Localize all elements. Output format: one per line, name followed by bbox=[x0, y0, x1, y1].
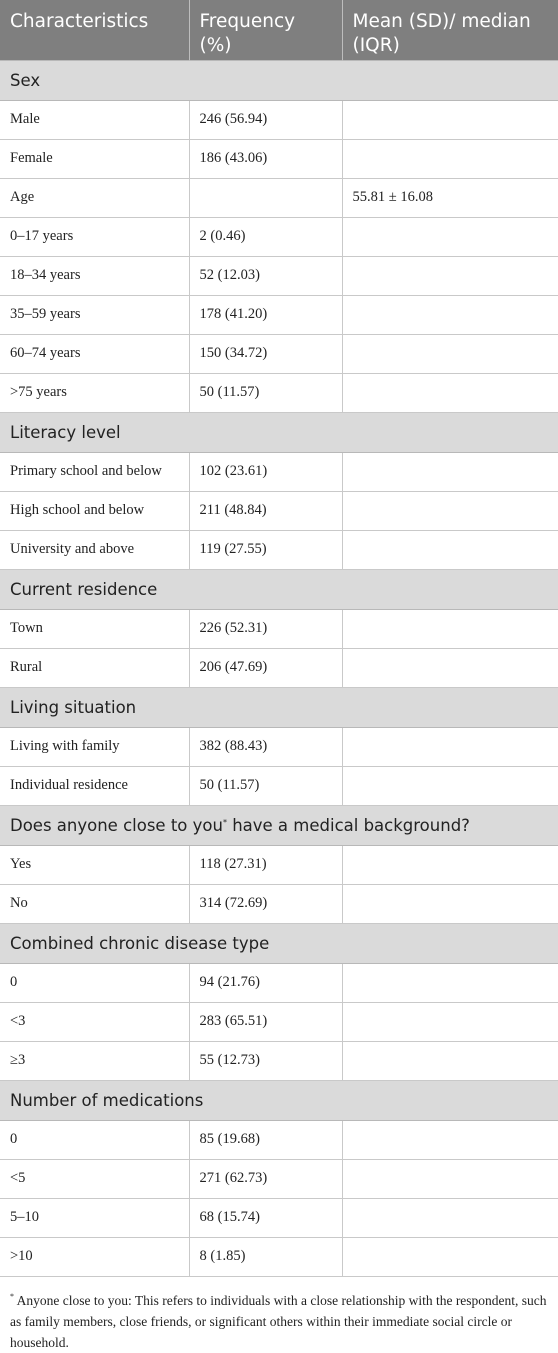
cell-frequency: 85 (19.68) bbox=[189, 1120, 342, 1159]
cell-characteristic: University and above bbox=[0, 530, 189, 569]
cell-characteristic: Rural bbox=[0, 648, 189, 687]
section-row bbox=[0, 569, 558, 609]
cell-characteristic: High school and below bbox=[0, 491, 189, 530]
cell-characteristic: Individual residence bbox=[0, 766, 189, 805]
table-footnote bbox=[0, 1277, 558, 1353]
cell-frequency: 186 (43.06) bbox=[189, 139, 342, 178]
cell-frequency: 119 (27.55) bbox=[189, 530, 342, 569]
cell-frequency: 102 (23.61) bbox=[189, 452, 342, 491]
cell-mean-median bbox=[342, 334, 558, 373]
table-row bbox=[0, 452, 558, 491]
cell-frequency: 226 (52.31) bbox=[189, 609, 342, 648]
cell-mean-median bbox=[342, 530, 558, 569]
table-row bbox=[0, 727, 558, 766]
table-row bbox=[0, 1159, 558, 1198]
section-title bbox=[0, 687, 558, 727]
cell-frequency: 118 (27.31) bbox=[189, 845, 342, 884]
table-row bbox=[0, 530, 558, 569]
cell-frequency: 2 (0.46) bbox=[189, 217, 342, 256]
cell-mean-median bbox=[342, 766, 558, 805]
table-row bbox=[0, 295, 558, 334]
header-frequency: Frequency (%) bbox=[189, 0, 342, 60]
section-title-text: Literacy level bbox=[10, 422, 121, 442]
cell-characteristic: Primary school and below bbox=[0, 452, 189, 491]
cell-characteristic: No bbox=[0, 884, 189, 923]
cell-characteristic: Female bbox=[0, 139, 189, 178]
cell-mean-median bbox=[342, 1198, 558, 1237]
cell-characteristic: 0 bbox=[0, 963, 189, 1002]
cell-mean-median bbox=[342, 609, 558, 648]
table-row bbox=[0, 178, 558, 217]
cell-characteristic: Yes bbox=[0, 845, 189, 884]
section-title bbox=[0, 60, 558, 100]
cell-characteristic: 0 bbox=[0, 1120, 189, 1159]
cell-mean-median bbox=[342, 295, 558, 334]
cell-frequency: 211 (48.84) bbox=[189, 491, 342, 530]
cell-mean-median bbox=[342, 727, 558, 766]
footnote-mark: * bbox=[10, 1291, 14, 1301]
cell-characteristic: ≥3 bbox=[0, 1041, 189, 1080]
cell-mean-median bbox=[342, 452, 558, 491]
cell-frequency: 50 (11.57) bbox=[189, 373, 342, 412]
cell-mean-median bbox=[342, 100, 558, 139]
table-row bbox=[0, 217, 558, 256]
table-row bbox=[0, 648, 558, 687]
section-row bbox=[0, 687, 558, 727]
table-row bbox=[0, 609, 558, 648]
cell-mean-median bbox=[342, 1120, 558, 1159]
header-row bbox=[0, 0, 558, 60]
cell-mean-median: 55.81 ± 16.08 bbox=[342, 178, 558, 217]
section-title-footnote-mark: * bbox=[222, 817, 227, 827]
section-row bbox=[0, 60, 558, 100]
cell-frequency: 55 (12.73) bbox=[189, 1041, 342, 1080]
section-title bbox=[0, 1080, 558, 1120]
section-title-text: Does anyone close to you bbox=[10, 815, 223, 835]
table-row bbox=[0, 139, 558, 178]
cell-characteristic: >75 years bbox=[0, 373, 189, 412]
cell-mean-median bbox=[342, 963, 558, 1002]
section-title-text: Living situation bbox=[10, 697, 137, 717]
cell-characteristic: 5–10 bbox=[0, 1198, 189, 1237]
table-row bbox=[0, 1120, 558, 1159]
section-row bbox=[0, 805, 558, 845]
cell-mean-median bbox=[342, 491, 558, 530]
cell-frequency: 50 (11.57) bbox=[189, 766, 342, 805]
cell-mean-median bbox=[342, 884, 558, 923]
cell-frequency: 271 (62.73) bbox=[189, 1159, 342, 1198]
section-title bbox=[0, 569, 558, 609]
cell-frequency: 314 (72.69) bbox=[189, 884, 342, 923]
table-row bbox=[0, 1002, 558, 1041]
cell-frequency: 8 (1.85) bbox=[189, 1237, 342, 1276]
cell-mean-median bbox=[342, 1041, 558, 1080]
cell-mean-median bbox=[342, 217, 558, 256]
table-row bbox=[0, 845, 558, 884]
section-row bbox=[0, 923, 558, 963]
table-row bbox=[0, 256, 558, 295]
cell-characteristic: >10 bbox=[0, 1237, 189, 1276]
table-row bbox=[0, 1041, 558, 1080]
section-row bbox=[0, 1080, 558, 1120]
table-row bbox=[0, 491, 558, 530]
table-row bbox=[0, 884, 558, 923]
section-row bbox=[0, 412, 558, 452]
cell-mean-median bbox=[342, 139, 558, 178]
cell-frequency: 52 (12.03) bbox=[189, 256, 342, 295]
table-row bbox=[0, 1198, 558, 1237]
section-title bbox=[0, 923, 558, 963]
cell-frequency: 382 (88.43) bbox=[189, 727, 342, 766]
cell-characteristic: Town bbox=[0, 609, 189, 648]
cell-mean-median bbox=[342, 648, 558, 687]
footnote-text: Anyone close to you: This refers to individuals with a close relationship with the respondent, such as family members, close friends, or significant others within their immediate social circle or household. bbox=[10, 1292, 547, 1350]
table-row bbox=[0, 1237, 558, 1276]
table-row bbox=[0, 963, 558, 1002]
cell-frequency: 68 (15.74) bbox=[189, 1198, 342, 1237]
cell-frequency: 206 (47.69) bbox=[189, 648, 342, 687]
table-row bbox=[0, 766, 558, 805]
section-title bbox=[0, 805, 558, 845]
table-body bbox=[0, 60, 558, 1276]
section-title-text: Current residence bbox=[10, 579, 158, 599]
cell-characteristic: <3 bbox=[0, 1002, 189, 1041]
section-title-text: Combined chronic disease type bbox=[10, 933, 270, 953]
cell-mean-median bbox=[342, 1159, 558, 1198]
header-characteristics: Characteristics bbox=[0, 0, 189, 60]
cell-frequency: 94 (21.76) bbox=[189, 963, 342, 1002]
cell-mean-median bbox=[342, 1002, 558, 1041]
table-row bbox=[0, 334, 558, 373]
cell-characteristic: Male bbox=[0, 100, 189, 139]
cell-frequency: 178 (41.20) bbox=[189, 295, 342, 334]
cell-mean-median bbox=[342, 256, 558, 295]
table-row bbox=[0, 100, 558, 139]
section-title bbox=[0, 412, 558, 452]
cell-frequency bbox=[189, 178, 342, 217]
cell-characteristic: Living with family bbox=[0, 727, 189, 766]
cell-mean-median bbox=[342, 1237, 558, 1276]
cell-mean-median bbox=[342, 373, 558, 412]
section-title-text: Number of medications bbox=[10, 1090, 204, 1110]
cell-characteristic: 60–74 years bbox=[0, 334, 189, 373]
section-title-text: Sex bbox=[10, 70, 41, 90]
cell-characteristic: 35–59 years bbox=[0, 295, 189, 334]
cell-characteristic: 0–17 years bbox=[0, 217, 189, 256]
cell-characteristic: Age bbox=[0, 178, 189, 217]
section-title-tail: have a medical background? bbox=[226, 815, 470, 835]
cell-frequency: 246 (56.94) bbox=[189, 100, 342, 139]
cell-frequency: 283 (65.51) bbox=[189, 1002, 342, 1041]
header-mean-sd-median-iqr: Mean (SD)/ median (IQR) bbox=[342, 0, 558, 60]
cell-mean-median bbox=[342, 845, 558, 884]
cell-characteristic: 18–34 years bbox=[0, 256, 189, 295]
cell-frequency: 150 (34.72) bbox=[189, 334, 342, 373]
table-row bbox=[0, 373, 558, 412]
cell-characteristic: <5 bbox=[0, 1159, 189, 1198]
